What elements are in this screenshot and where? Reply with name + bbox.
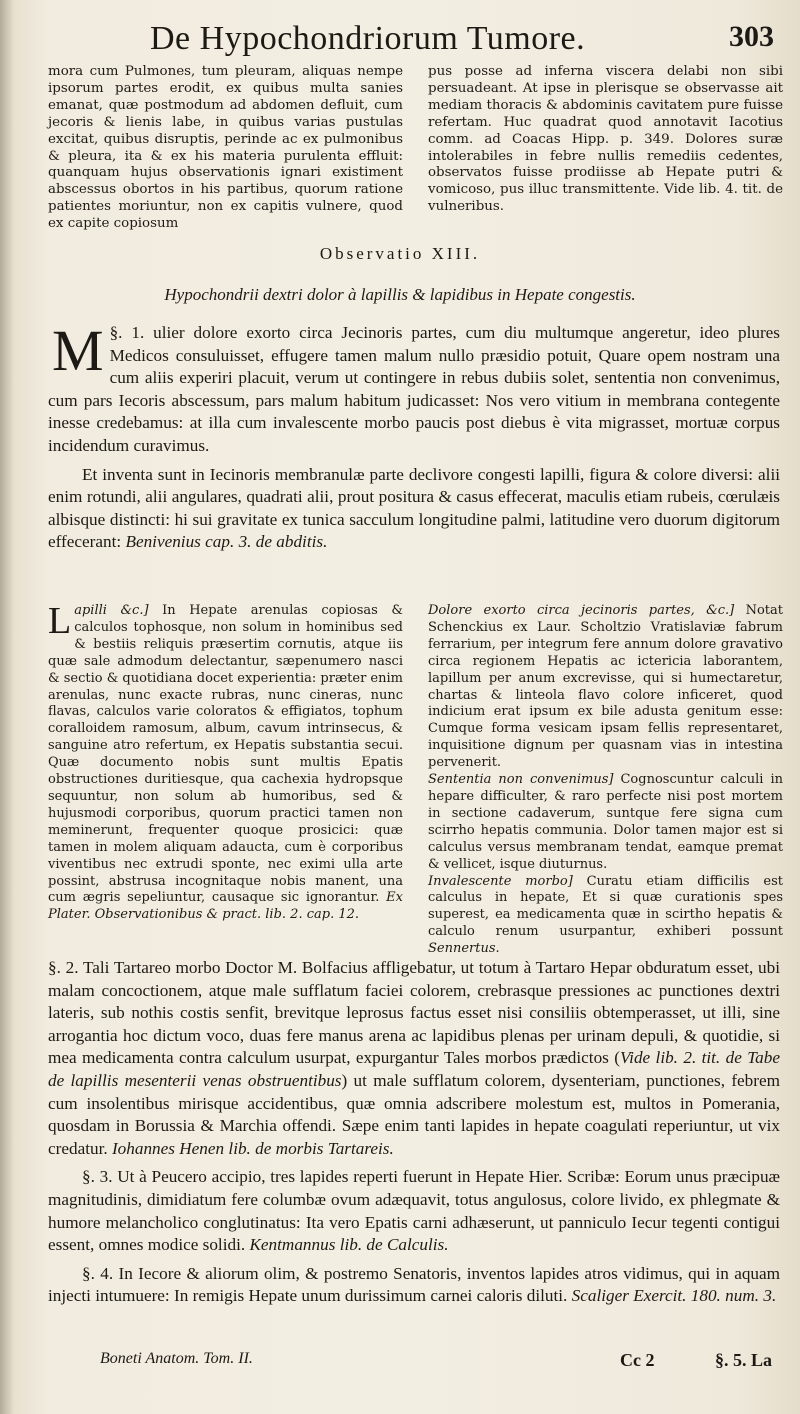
continued-notes-left [48,64,403,233]
observation-subtitle: Hypochondrii dextri dolor à lapillis & lapidibus in Hepate congestis. [164,285,636,304]
section-2-reference: Vide lib. 2. tit. de Tabe de lapillis mesenterii venas obstruentibus [48,1048,780,1090]
scholium-text-3: Curatu etiam difficilis est calculus in hepate, Et si quæ curationis spes superest, ea medicamenta quæ in scirtho hepatis & calculo renum usurpantur, exhiberi possunt [428,873,783,940]
section-1 [48,318,780,554]
catchword: §. 5. La [714,1350,772,1370]
continued-text-right: pus posse ad inferna viscera delabi non sibi persuadeant. At ipse in plerisque se observasse ait mediam thoracis & abdominis cavitatem pure fuisse refertam. Huc quadrat quod annotavit Iacotius comm. ad Coacas Hipp. p. 349. Dolores suræ intolerabiles in febre nullis remediis cedentes, observatos fuisse prodiisse ab Hepate putri & vomicoso, pus illuc transmittente. Vide lib. 4. tit. de vulneribus. [428,64,783,215]
scholia-left [48,600,403,958]
scholium-sententia [428,772,783,873]
continued-text-left: mora cum Pulmones, tum pleuram, aliquas nempe ipsorum partes erodit, ex quibus multa sanies emanat, quæ postmodum ad abdomen defluit, cum jecoris & lienis labe, in quibus varias pustulas excitat, quibus disruptis, perinde ac ex pulmonibus & pleura, ita & ex his materia purulenta effluit: quanquam hujus observationis ignari existiment abscessus obortos in his partibus, quorum ratione patientes moriuntur, non ex capitis vulnere, quod ex capite copiosum [48,64,403,232]
section-4-text: In Iecore & aliorum olim, & postremo Senatoris, inventos lapides atros vidimus, qui in aquam injecti intumuere: In remigis Hepate unum durissimum carnei caloris diluti. [48,1263,781,1306]
gutter-shadow [0,0,14,1414]
scholium-lemma-1: Dolore exorto circa jecinoris partes, &c.] [428,603,735,618]
scholium-text-2: Cognoscuntur calculi in hepare difficulter, & raro perfecte nisi post mortem in sectione cadaverum, suntque fere signa cum scirrho hepatis communia. Dolor tamen major est si calculus versus membranam tendat, eamque premat & vellicet, isque diuturnus. [428,772,783,872]
scholium-citation-3: Sennertus. [428,941,500,957]
page-footer [100,1350,772,1376]
continued-notes-right [428,64,783,233]
scholium-text: In Hepate arenulas copiosas & calculos tophosque, non solum in hominibus sed & bestiis reliquis præsertim cornutis, atque iis quæ sale admodum delectantur, sæpenumero nasci & sectio & quotidiana docet experientia: præter enim arenulas, nunc exacte rubras, nunc cineras, nunc flavas, calculos varie coloratos & effigiatos, tophum coralloidem ramosum, album, cavum intrinsecus, & sanguine atro refertum, ex Hepatis substantia secui. Quæ documento nobis sunt multis Epatis obstructiones duritiesque, qua cachexia hydropsque sequuntur, non solum ab humoribus, sed & hujusmodi corporibus, quorum practici tamen non meminerunt, frequenter quoque prosicici: quæ tamen in molem aliquam adaucta, cum è corporibus viventibus nec extrudi sponte, nec eximi ulla arte possint, abstrusa incognitaque nobis manent, una cum ægris sepeliuntur, causaque sic ignorantur. [48,603,403,906]
continued-notes [48,64,783,233]
scholium-dolore [428,603,783,772]
signature-mark: Cc 2 [620,1350,655,1370]
drop-cap: M [52,318,104,383]
scholium-citation: Ex Plater. Observationibus & pract. lib. 2. cap. 12. [48,890,403,923]
section-1-marker: §. 1. [109,323,145,342]
section-3-marker: §. 3. [82,1167,113,1187]
scholium-drop-cap: L [48,600,72,642]
scholium-lemma: apilli &c.] [74,603,149,618]
sections-2-4 [48,957,780,1308]
section-2-marker: §. 2. [48,958,79,977]
section-4 [48,1263,780,1308]
running-title: De Hypochondriorum Tumore. [150,20,586,57]
page-number: 303 [729,20,774,53]
section-3-citation: Kentmannus lib. de Calculis. [249,1235,449,1255]
section-4-citation: Scaliger Exercit. 180. num. 3. [571,1286,777,1306]
scholia [48,600,784,958]
section-3-text: Ut à Peucero accipio, tres lapides reperti fuerunt in Hepate Hier. Scribæ: Eorum unus præcipuæ magnitudinis, dimidiatum fere columbæ ovum adæquavit, totus angulosus, colore livido, ex phlegmate & humore melancholico conglutinatus: Ita vero Epatis carni adhæserunt, ut panniculo Iecur tegenti contigui essent, omnes modice solidi. [48,1167,781,1255]
section-3 [48,1166,780,1256]
section-1-para-2-text: Et inventa sunt in Iecinoris membranulæ parte declivore congesti lapilli, figura & colore diversi: alii enim rotundi, alii angulares, quadrati alii, prout positura & casus effecerat, maculis etiam rubeis, cœrulæis albisque distincti: hi sui gravitate ex tunica sacculum longitudine palmi, latitudine vero duorum digitorum effecerant: [48,464,780,552]
section-1-citation: Benivenius cap. 3. de abditis. [125,532,328,552]
section-4-marker: §. 4. [82,1263,114,1283]
scholium-lemma-2: Sententia non convenimus] [428,772,614,788]
scholium-text-1: Notat Schenckius ex Laur. Scholtzio Vratislaviæ fabrum ferrarium, per integrum fere annum dolore gravativo circa regionem Hepatis ac ictericia laborantem, lapillum per anum excrevisse, qui si humectaretur, chartas & linteola flavo colore inficeret, quod indicium erat ipsum ex bile adusta genitum esse: Cumque forma vesicam ipsam fellis representaret, inquisitione dignum per quasnam vias in intestina pervenerit. [428,603,784,771]
section-1-text: ulier dolore exorto circa Jecinoris partes, cum diu multumque angeretur, ideo plures Medicos consuluisset, effugere tamen malum nullo præsidio potuit, Quare opem nostram una cum aliis experiri placuit, verum ut contingere in rebus dubiis solet, sententia non convenimus, cum pars Iecoris abscessum, pars malum habitum judicasset: Nos vero vitium in membrana contegente inesse credebamus: at illa cum invalescente morbo paucis post diebus è vita migrasset, mortuæ corpus incidendum curavimus. [48,323,780,455]
section-1-para-2 [48,464,780,554]
section-2-text-cont: ) ut male sufflatum colorem, dysenteriam, punctiones, febrem cum insolentibus mirisque accidentibus, quæ omnia adscribere molestum est, multos in Pomerania, quosdam in Borussia & Marchia offendi. Sæpe enim tanti lapides in hepate coagulati reperiuntur, ut vix credatur. [48,1070,780,1158]
footer-volume: Boneti Anatom. Tom. II. [100,1350,253,1367]
scholia-right [428,603,783,958]
section-2 [48,957,780,1160]
section-2-text: Tali Tartareo morbo Doctor M. Bolfacius affligebatur, ut totum à Tartaro Hepar obduratum esset, ubi malam concoctionem, atque male sufflatum faciei colorem, crebrasque pressiones ac punctiones dextri lateris, sub nothis costis senfit, brevitque leprosus factus esset nisi consiliis obtemperasset, ut illi, sine arrogantia hoc dictum voco, duas fere manus arena ac lapidibus plenas per urinam depuli, & quotidie, si mea medicamenta contra calculum usurpat, expurgantur Tales morbos prædictos ( [48,958,781,1068]
scholium-lemma-3: Invalescente morbo] [428,873,573,889]
section-2-citation: Iohannes Henen lib. de morbis Tartareis. [111,1138,394,1158]
scholium-lapilli [48,600,403,924]
page-header [40,14,780,66]
observation-title: Observatio XIII. [319,244,481,263]
scholium-invalescente [428,874,783,959]
section-1-para-1 [48,318,780,458]
